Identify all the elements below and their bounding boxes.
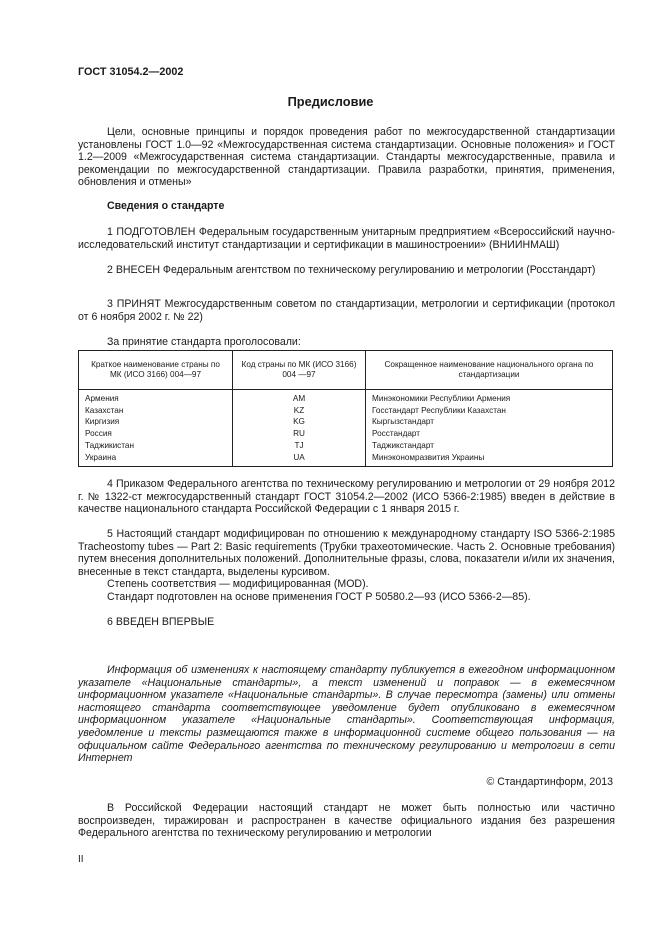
voting-countries-table xyxy=(78,350,613,467)
standards-body: Минэкономразвития Украины xyxy=(366,452,613,466)
table-header-country: Краткое наименование страны по МК (ИСО 3166) 004—97 xyxy=(79,351,233,390)
item-5-degree: Степень соответствия — модифицированная (MOD). xyxy=(107,578,369,590)
item-5-modified: 5 Настоящий стандарт модифицирован по отношению к международному стандарту ISO 5366-2:1985 Tracheostomy tubes — Part 2: Basic requirements (Трубки трахеотомические. Часть 2. Основные требования) путем внесения дополнительных положений. Дополнительные фразы, слова, показатели и/или их значения, внесенные в текст стандарта, выделены курсивом. xyxy=(78,528,615,578)
standards-body: Таджикстандарт xyxy=(366,440,613,452)
document-code: ГОСТ 31054.2—2002 xyxy=(78,66,184,78)
table-header-code: Код страны по МК (ИСО 3166) 004 —97 xyxy=(233,351,366,390)
item-3-adopted: 3 ПРИНЯТ Межгосударственным советом по стандартизации, метрологии и сертификации (протокол от 6 ноября 2002 г. № 22) xyxy=(78,298,615,323)
page-number: II xyxy=(78,854,84,865)
table-row xyxy=(79,440,613,452)
country-code: AM xyxy=(233,390,366,405)
table-row xyxy=(79,452,613,466)
item-2-introduced: 2 ВНЕСЕН Федеральным агентством по техническому регулированию и метрологии (Росстандарт) xyxy=(107,264,596,276)
country-code: RU xyxy=(233,428,366,440)
standards-body: Росстандарт xyxy=(366,428,613,440)
item-1-prepared: 1 ПОДГОТОВЛЕН Федеральным государственным унитарным предприятием «Всероссийский научно-исследовательский институт стандартизации и сертификации в машиностроении» (ВНИИНМАШ) xyxy=(78,226,615,251)
country-name: Таджикистан xyxy=(79,440,233,452)
country-code: KZ xyxy=(233,405,366,417)
country-code: UA xyxy=(233,452,366,466)
country-name: Армения xyxy=(79,390,233,405)
table-row xyxy=(79,428,613,440)
item-4-enacted: 4 Приказом Федерального агентства по техническому регулированию и метрологии от 29 ноября 2012 г. № 1322-ст межгосударственный стандарт ГОСТ 31054.2—2002 (ИСО 5366-2:1985) введен в действие в качестве национального стандарта Российской Федерации с 1 января 2015 г. xyxy=(78,478,615,516)
changes-info-notice: Информация об изменениях к настоящему стандарту публикуется в ежегодном информационном указателе «Национальные стандарты», а текст изменений и поправок — в ежемесячном информационном указателе «Национальные стандарты». В случае пересмотра (замены) или отмены настоящего стандарта соответствующее уведомление будет опубликовано в ежемесячном информационном указателе «Национальные стандарты». Соответствующая информация, уведомление и тексты размещаются также в информационной системе общего пользования — на официальном сайте Федерального агентства по техническому регулированию и метрологии в сети Интернет xyxy=(78,664,615,765)
table-row xyxy=(79,390,613,405)
reproduction-notice: В Российской Федерации настоящий стандарт не может быть полностью или частично воспроизведен, тиражирован и распространен в качестве официального издания без разрешения Федерального агентства по техническому регулированию и метрологии xyxy=(78,802,615,840)
country-code: KG xyxy=(233,417,366,429)
table-row xyxy=(79,405,613,417)
country-name: Киргизия xyxy=(79,417,233,429)
standards-body: Госстандарт Республики Казахстан xyxy=(366,405,613,417)
copyright: © Стандартинформ, 2013 xyxy=(486,776,613,788)
table-header-body: Сокращенное наименование национального органа по стандартизации xyxy=(366,351,613,390)
standard-info-heading: Сведения о стандарте xyxy=(107,200,225,212)
standards-body: Кыргызстандарт xyxy=(366,417,613,429)
item-5-basis: Стандарт подготовлен на основе применения ГОСТ Р 50580.2—93 (ИСО 5366-2—85). xyxy=(107,591,531,603)
country-name: Россия xyxy=(79,428,233,440)
country-code: TJ xyxy=(233,440,366,452)
country-name: Украина xyxy=(79,452,233,466)
page-title: Предисловие xyxy=(287,94,374,109)
table-header-row xyxy=(79,351,613,390)
table-row xyxy=(79,417,613,429)
country-name: Казахстан xyxy=(79,405,233,417)
vote-intro: За принятие стандарта проголосовали: xyxy=(107,336,301,348)
standards-body: Минэкономики Республики Армения xyxy=(366,390,613,405)
item-6-first-introduced: 6 ВВЕДЕН ВПЕРВЫЕ xyxy=(107,616,215,628)
intro-paragraph: Цели, основные принципы и порядок проведения работ по межгосударственной стандартизации установлены ГОСТ 1.0—92 «Межгосударственная система стандартизации. Основные положения» и ГОСТ 1.2—2009 «Межгосударственная система стандартизации. Стандарты межгосударственные, правила и рекомендации по межгосударственной стандартизации. Правила разработки, принятия, применения, обновления и отмены» xyxy=(78,126,615,189)
